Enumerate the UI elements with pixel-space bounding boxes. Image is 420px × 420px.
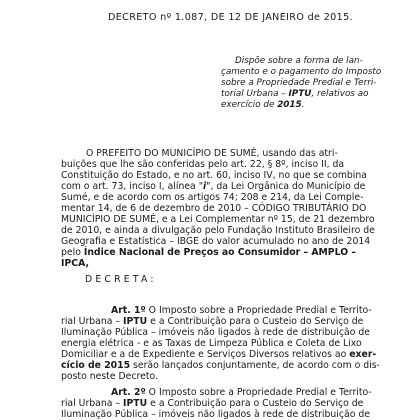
- article-line: Art. 1º O Imposto sobre a Propriedade Predial e Territo-: [111, 305, 372, 316]
- article-line: Iluminação Pública – imóveis não ligados à rede de distribuição de: [61, 409, 370, 420]
- ementa-line: çamento e o pagamento do Imposto: [221, 67, 382, 77]
- ementa-line: torial Urbana – IPTU, relativos ao: [221, 89, 369, 99]
- article-line: energia elétrica - e as Taxas de Limpeza Pública e Coleta de Lixo: [61, 338, 362, 349]
- preamble-line: com o art. 73, inciso I, alínea "i", da Lei Orgânica do Município de: [61, 181, 366, 192]
- decree-heading: DECRETO nº 1.087, DE 12 DE JANEIRO de 2015.: [108, 12, 353, 23]
- preamble-line: mentar 14, de 6 de dezembro de 2010 – CÓDIGO TRIBUTÁRIO DO: [61, 203, 367, 214]
- article-line: rial Urbana – IPTU e a Contribuição para o Custeio do Serviço de: [61, 398, 364, 409]
- article-line: Domiciliar e a de Expediente e Serviços Diversos relativos ao exer-: [61, 349, 377, 360]
- article-line: cício de 2015 serão lançados conjuntamente, de acordo com o dis-: [61, 360, 380, 371]
- article-line: posto neste Decreto.: [61, 371, 158, 382]
- preamble-line: pelo Índice Nacional de Preços ao Consumidor – AMPLO –: [61, 247, 356, 258]
- article-line: rial Urbana – IPTU e a Contribuição para o Custeio do Serviço de: [61, 316, 364, 327]
- ementa-line: Dispõe sobre a forma de lan-: [235, 56, 363, 66]
- preamble-line: de 2010, e ainda a divulgação pelo Fundação Instituto Brasileiro de: [61, 225, 375, 236]
- preamble-line: MUNICÍPIO DE SUMÉ, e a Lei Complementar nº 15, de 21 dezembro: [61, 214, 375, 225]
- preamble-line: Sumé, e de acordo com os artigos 74; 208 e 214, da Lei Comple-: [61, 192, 364, 203]
- preamble-line: Geografia e Estatística – IBGE do valor acumulado no ano de 2014: [61, 236, 371, 247]
- preamble-line: O PREFEITO DO MUNICÍPIO DE SUMÉ, usando das atri-: [86, 148, 338, 159]
- ementa-line: sobre a Propriedade Predial e Terri-: [221, 78, 377, 88]
- ementa-line: exercício de 2015.: [221, 100, 305, 110]
- decreta-heading: DECRETA:: [85, 274, 157, 285]
- preamble-line: buições que lhe são conferidas pelo art. 22, § 8º, inciso II, da: [61, 159, 345, 170]
- article-line: Art. 2º O Imposto sobre a Propriedade Predial e Territo-: [111, 387, 372, 398]
- article-line: Iluminação Pública – imóveis não ligados à rede de distribuição de: [61, 327, 370, 338]
- preamble-line: Constituição do Estado, e no art. 60, inciso IV, no que se combina: [61, 170, 367, 181]
- preamble-line: IPCA,: [61, 258, 89, 269]
